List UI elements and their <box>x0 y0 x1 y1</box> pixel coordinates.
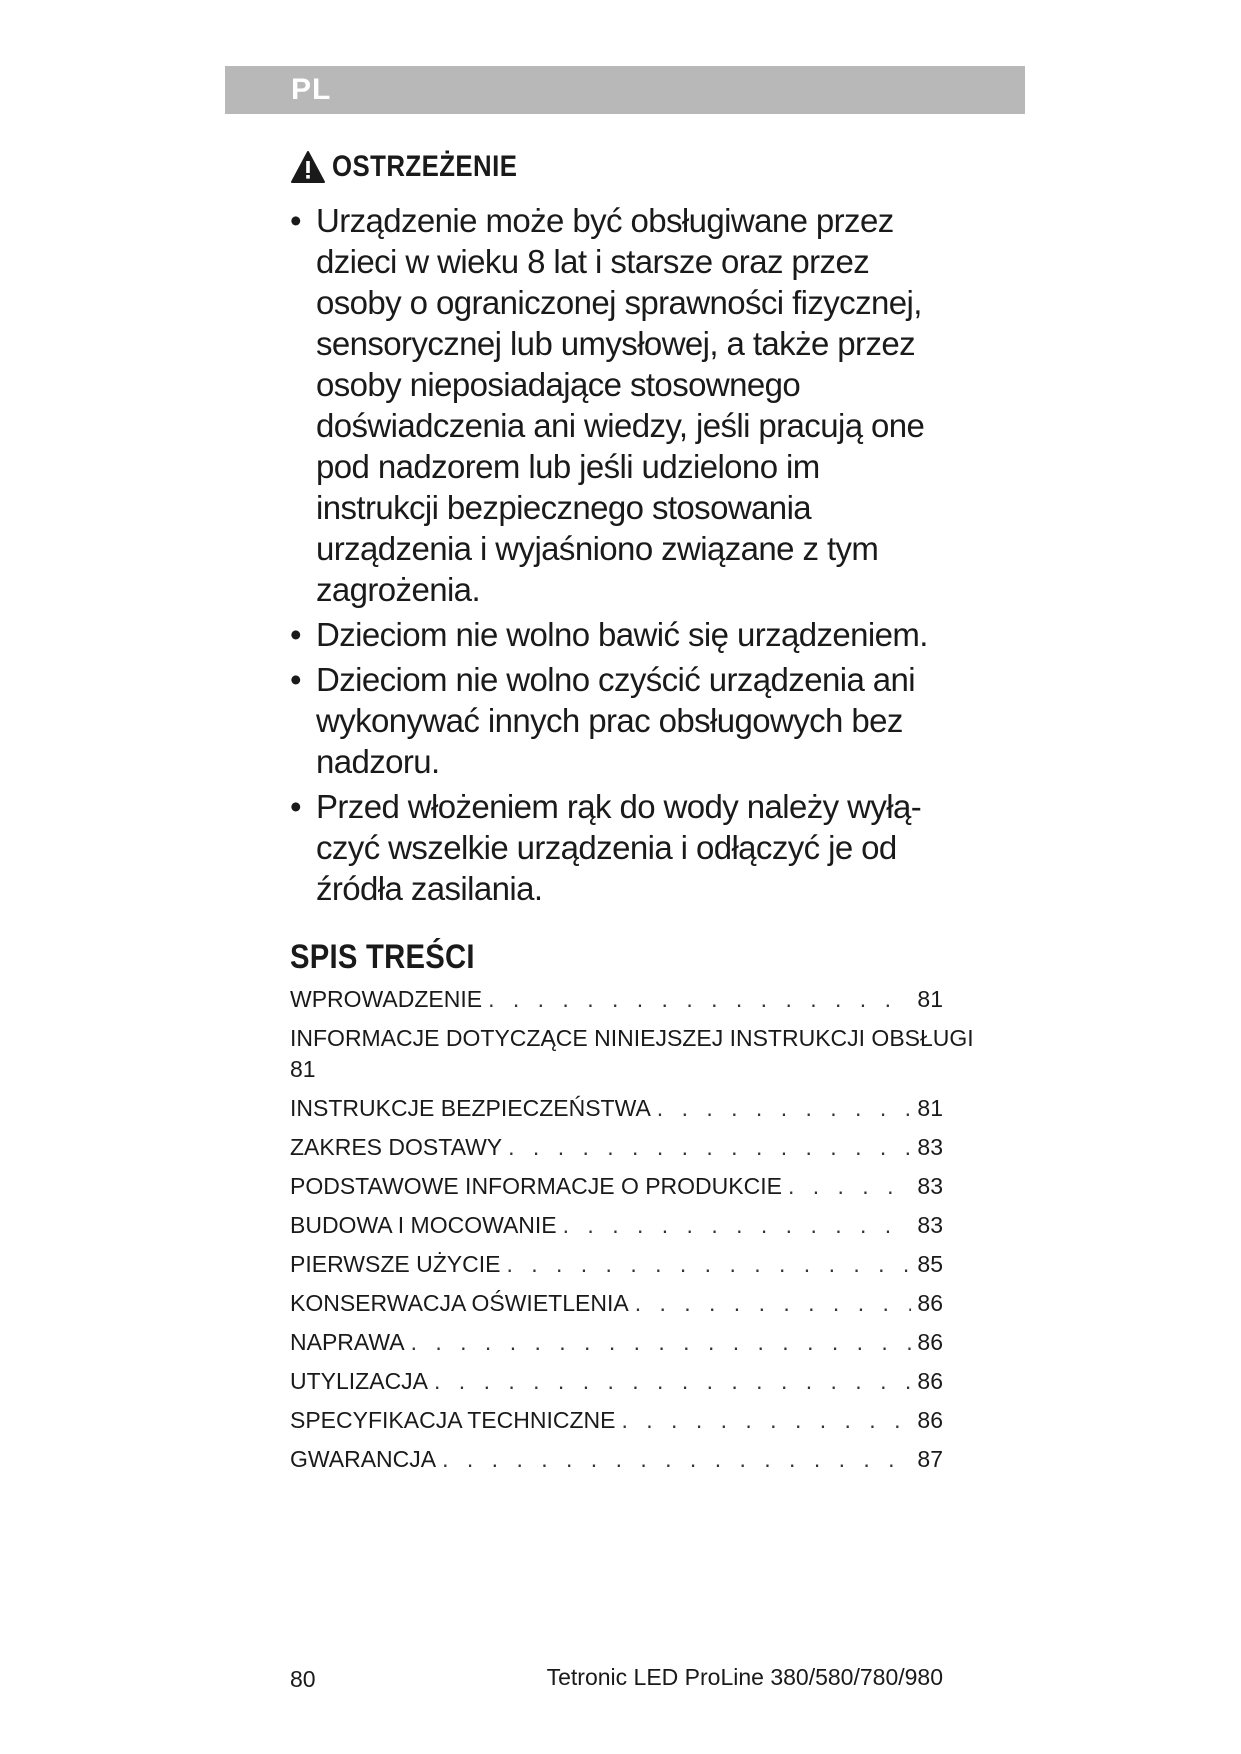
language-label: PL <box>291 73 332 106</box>
toc-entry-label: KONSERWACJA OŚWIETLENIA <box>290 1290 629 1316</box>
toc-entry[interactable] <box>290 1128 943 1167</box>
table-of-contents <box>290 980 974 1479</box>
toc-entry-label: INSTRUKCJE BEZPIECZEŃSTWA <box>290 1095 651 1121</box>
toc-leader-dots <box>635 1284 912 1323</box>
toc-leader-dots <box>621 1401 911 1440</box>
toc-entry-page: 85 <box>917 1251 943 1277</box>
toc-leader-dots <box>788 1167 911 1206</box>
toc-entry-label: PODSTAWOWE INFORMACJE O PRODUKCIE <box>290 1173 782 1199</box>
toc-leader-dots <box>657 1089 912 1128</box>
toc-entry[interactable] <box>290 1245 943 1284</box>
warning-triangle-icon <box>290 150 326 184</box>
toc-entry-page: 81 <box>917 986 943 1012</box>
toc-leader-dots <box>563 1206 912 1245</box>
toc-entry[interactable] <box>290 1206 943 1245</box>
toc-entry[interactable] <box>290 1323 943 1362</box>
toc-leader-dots <box>434 1362 911 1401</box>
toc-entry-page: 81 <box>917 1095 943 1121</box>
toc-entry[interactable] <box>290 1019 974 1089</box>
toc-entry[interactable] <box>290 1362 943 1401</box>
toc-entry-label: GWARANCJA <box>290 1446 437 1472</box>
toc-entry-page: 83 <box>917 1134 943 1160</box>
language-header-bar <box>225 66 1025 114</box>
toc-leader-dots <box>506 1245 911 1284</box>
toc-entry[interactable] <box>290 1089 943 1128</box>
toc-entry-page: 87 <box>917 1446 943 1472</box>
toc-entry[interactable] <box>290 980 943 1019</box>
toc-entry-label: BUDOWA I MOCOWANIE <box>290 1212 557 1238</box>
toc-entry[interactable] <box>290 1284 943 1323</box>
toc-entry-page: 83 <box>917 1212 943 1238</box>
warning-item: • Dzieciom nie wolno czyścić urządzenia ani wykonywać innych prac obsługowych bez nadzoru. <box>290 659 950 782</box>
toc-entry-label: WPROWADZENIE <box>290 986 483 1012</box>
toc-entry[interactable] <box>290 1440 943 1479</box>
toc-entry-page: 86 <box>917 1290 943 1316</box>
toc-entry-label: INFORMACJE DOTYCZĄCE NINIEJSZEJ INSTRUKCJI OBSŁUGI <box>290 1025 974 1051</box>
warning-item: • Urządzenie może być obsługiwane przez dzieci w wieku 8 lat i starsze oraz przez osoby o ograniczonej sprawności fizycznej, sensorycznej lub umysłowej, a także przez osoby nieposiadające stosownego doświadczenia ani wiedzy, jeśli pracują one pod nadzorem lub jeśli udzielono im instrukcji bezpiecznego stosowania urządzenia i wyjaśniono związane z tym zagrożenia. <box>290 200 950 610</box>
footer-product-name: Tetronic LED ProLine 380/580/780/980 <box>546 1664 943 1690</box>
toc-leader-dots <box>442 1440 911 1479</box>
toc-leader-dots <box>508 1128 911 1167</box>
toc-entry-label: SPECYFIKACJA TECHNICZNE <box>290 1407 616 1433</box>
toc-leader-dots <box>411 1323 912 1362</box>
warning-item: • Dzieciom nie wolno bawić się urządzeniem. <box>290 614 950 655</box>
toc-entry-label: PIERWSZE UŻYCIE <box>290 1251 501 1277</box>
toc-entry-page: 86 <box>917 1368 943 1394</box>
toc-entry-page: 83 <box>917 1173 943 1199</box>
warning-list <box>290 200 950 913</box>
toc-title: SPIS TREŚCI <box>290 938 475 976</box>
toc-entry-page: 86 <box>917 1407 943 1433</box>
toc-entry-label: NAPRAWA <box>290 1329 405 1355</box>
warning-title: OSTRZEŻENIE <box>332 150 518 183</box>
toc-entry[interactable] <box>290 1167 943 1206</box>
warning-item: • Przed włożeniem rąk do wody należy wyłączyć wszelkie urządzenia i odłączyć je od źródła zasilania. <box>290 786 950 909</box>
toc-leader-dots <box>488 980 911 1019</box>
toc-entry[interactable] <box>290 1401 943 1440</box>
toc-entry-page: 81 <box>290 1056 316 1082</box>
toc-entry-label: UTYLIZACJA <box>290 1368 429 1394</box>
toc-entry-label: ZAKRES DOSTAWY <box>290 1134 503 1160</box>
toc-entry-page: 86 <box>917 1329 943 1355</box>
footer-page-number: 80 <box>290 1666 316 1692</box>
warning-heading <box>290 150 548 184</box>
